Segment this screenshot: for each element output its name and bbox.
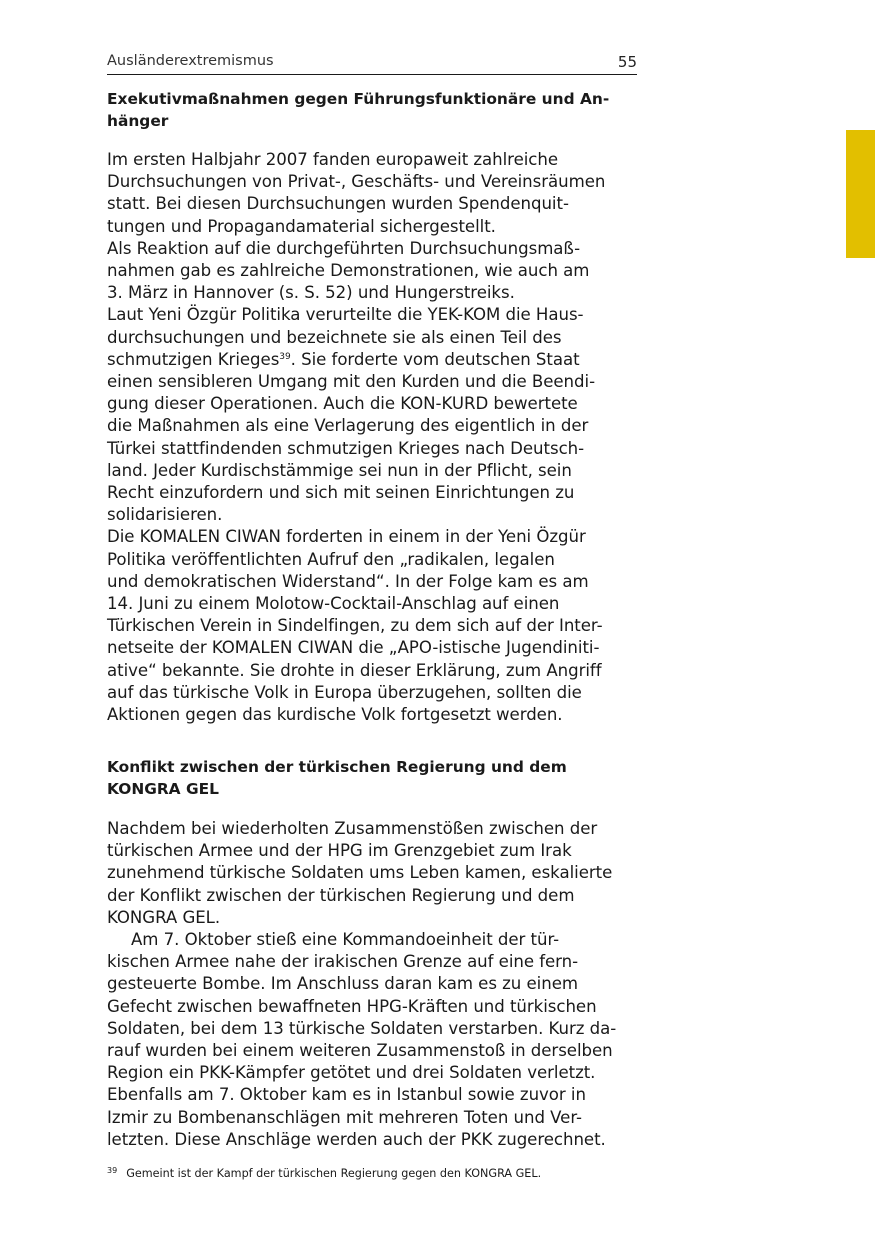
body-line: Durchsuchungen von Privat-, Geschäfts- und Vereinsräumen [107, 172, 606, 192]
paragraph [107, 818, 637, 929]
body-line: gesteuerte Bombe. Im Anschluss daran kam es zu einem [107, 974, 578, 994]
body-line: ative“ bekannte. Sie drohte in dieser Erklärung, zum Angriff [107, 660, 602, 680]
body-line: die Maßnahmen als eine Verlagerung des eigentlich in der [107, 416, 589, 436]
paragraph [107, 929, 637, 1151]
heading-line: KONGRA GEL [107, 780, 219, 799]
body-line: Laut Yeni Özgür Politika verurteilte die YEK-KOM die Haus- [107, 305, 584, 325]
body-text: . Sie forderte vom deutschen Staat [290, 349, 580, 369]
body-line: nahmen gab es zahlreiche Demonstrationen, wie auch am [107, 261, 590, 281]
body-line: gung dieser Operationen. Auch die KON-KURD bewertete [107, 394, 578, 414]
body-line: Soldaten, bei dem 13 türkische Soldaten verstarben. Kurz da- [107, 1018, 617, 1038]
body-line: Nachdem bei wiederholten Zusammenstößen zwischen der [107, 819, 598, 838]
body-line: Im ersten Halbjahr 2007 fanden europaweit zahlreiche [107, 150, 559, 169]
body-line: Region ein PKK-Kämpfer getötet und drei Soldaten verletzt. [107, 1063, 596, 1083]
body-line: KONGRA GEL. [107, 907, 221, 927]
body-line: Ebenfalls am 7. Oktober kam es in Istanbul sowie zuvor in [107, 1085, 586, 1105]
body-line: Recht einzufordern und sich mit seinen Einrichtungen zu [107, 483, 575, 503]
body-line: Am 7. Oktober stieß eine Kommandoeinheit der tür- [131, 930, 560, 950]
header-rule [107, 74, 637, 75]
body-text: schmutzigen Krieges [107, 349, 280, 369]
body-line: türkischen Armee und der HPG im Grenzgebiet zum Irak [107, 841, 572, 861]
body-line: 3. März in Hannover (s. S. 52) und Hungerstreiks. [107, 283, 515, 303]
body-line: letzten. Diese Anschläge werden auch der PKK zugerechnet. [107, 1129, 606, 1149]
chapter-side-tab [846, 130, 875, 258]
body-line: solidarisieren. [107, 505, 223, 525]
section-heading-conflict [107, 756, 637, 801]
body-line: Türkei stattfindenden schmutzigen Krieges nach Deutsch- [107, 438, 585, 458]
body-line: rauf wurden bei einem weiteren Zusammenstoß in derselben [107, 1041, 613, 1061]
body-line: kischen Armee nahe der irakischen Grenze auf eine fern- [107, 952, 579, 972]
body-line: durchsuchungen und bezeichnete sie als einen Teil des [107, 327, 562, 347]
body-line: und demokratischen Widerstand“. In der Folge kam es am [107, 571, 589, 591]
section-body-executive-measures [107, 149, 637, 726]
body-line: Als Reaktion auf die durchgeführten Durchsuchungsmaß- [107, 238, 581, 258]
footnote-mark: 39 [107, 1166, 118, 1175]
section-body-conflict [107, 818, 637, 1151]
heading-line: Konflikt zwischen der türkischen Regierung und dem [107, 758, 567, 776]
body-line: Türkischen Verein in Sindelfingen, zu dem sich auf der Inter- [107, 616, 603, 636]
body-line: der Konflikt zwischen der türkischen Regierung und dem [107, 885, 575, 905]
heading-line: Exekutivmaßnahmen gegen Führungsfunktionäre und An- [107, 90, 610, 108]
running-header-title: Ausländerextremismus [107, 53, 274, 69]
body-line: Politika veröffentlichten Aufruf den „radikalen, legalen [107, 549, 555, 569]
body-line: netseite der KOMALEN CIWAN die „APO-istische Jugendiniti- [107, 638, 600, 658]
body-line: Gefecht zwischen bewaffneten HPG-Kräften und türkischen [107, 996, 597, 1016]
page-number: 55 [617, 53, 637, 71]
body-line: 14. Juni zu einem Molotow-Cocktail-Anschlag auf einen [107, 594, 560, 614]
body-line: land. Jeder Kurdischstämmige sei nun in der Pflicht, sein [107, 460, 572, 480]
footnote-text: Gemeint ist der Kampf der türkischen Regierung gegen den KONGRA GEL. [126, 1167, 542, 1180]
body-line: Die KOMALEN CIWAN forderten in einem in der Yeni Özgür [107, 527, 586, 547]
body-line-with-footnote [107, 349, 637, 371]
body-line: Aktionen gegen das kurdische Volk fortgesetzt werden. [107, 705, 563, 725]
body-line: zunehmend türkische Soldaten ums Leben kamen, eskalierte [107, 863, 613, 883]
body-line: auf das türkische Volk in Europa überzugehen, sollten die [107, 682, 582, 702]
heading-line: hänger [107, 112, 169, 131]
body-line: einen sensibleren Umgang mit den Kurden und die Beendi- [107, 372, 596, 392]
footnote-reference: 39 [279, 351, 291, 362]
section-heading-executive-measures [107, 88, 637, 133]
body-line: Izmir zu Bombenanschlägen mit mehreren Toten und Ver- [107, 1107, 582, 1127]
footnote [107, 1166, 637, 1182]
body-line: tungen und Propagandamaterial sichergestellt. [107, 216, 496, 236]
body-line: statt. Bei diesen Durchsuchungen wurden Spendenquit- [107, 194, 569, 214]
